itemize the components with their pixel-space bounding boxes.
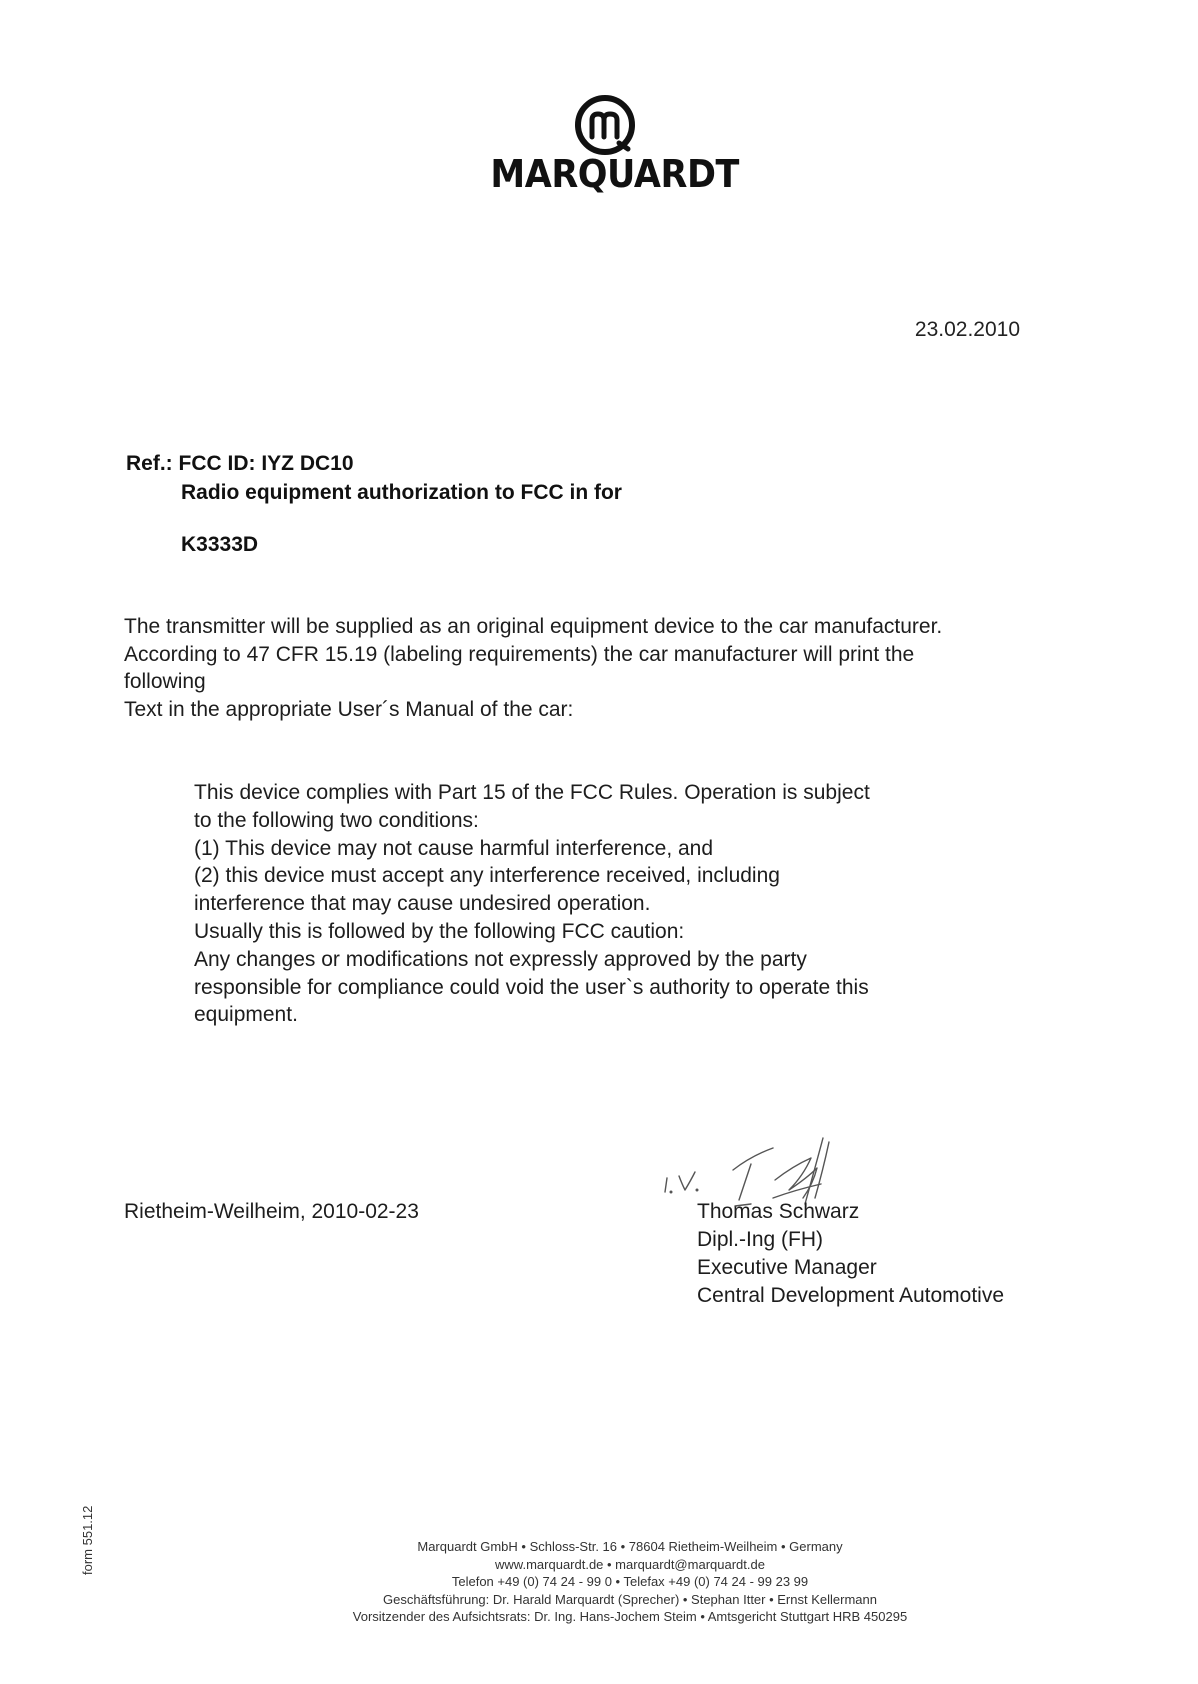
place-and-date: Rietheim-Weilheim, 2010-02-23 [124,1200,419,1223]
statement-line: (1) This device may not cause harmful interference, and [194,836,714,860]
body-line: Text in the appropriate User´s Manual of the car: [124,697,574,721]
form-number: form 551.12 [80,1505,95,1575]
company-footer [200,1538,1060,1626]
statement-line: This device complies with Part 15 of the FCC Rules. Operation is subject [194,781,870,804]
footer-web: www.marquardt.de • marquardt@marquardt.de [495,1556,765,1572]
statement-line: to the following two conditions: [194,808,479,832]
statement-line: equipment. [194,1003,298,1027]
footer-management: Geschäftsführung: Dr. Harald Marquardt (Sprecher) • Stephan Itter • Ernst Kellermann [383,1591,877,1607]
fcc-statement [194,779,1034,1029]
signer-degree: Dipl.-Ing (FH) [697,1228,824,1251]
body-line: The transmitter will be supplied as an original equipment device to the car manufacturer. [124,615,943,638]
reference-block [126,449,622,507]
reference-subject: Radio equipment authorization to FCC in for [181,481,622,504]
body-paragraph [124,613,1084,723]
company-wordmark: MARQUARDT [490,152,739,196]
signer-department: Central Development Automotive [697,1284,1004,1307]
statement-line: (2) this device must accept any interference received, including [194,864,780,888]
statement-line: responsible for compliance could void the user`s authority to operate this [194,975,869,999]
signer-name: Thomas Schwarz [697,1200,860,1223]
footer-phone: Telefon +49 (0) 74 24 - 99 0 • Telefax +49 (0) 74 24 - 99 23 99 [451,1574,809,1589]
footer-address: Marquardt GmbH • Schloss-Str. 16 • 78604 Rietheim-Weilheim • Germany [417,1539,843,1554]
statement-line: Any changes or modifications not expressly approved by the party [194,947,807,971]
marquardt-logo-icon [573,93,637,157]
reference-fcc-id: Ref.: FCC ID: IYZ DC10 [126,452,354,475]
signer-title: Executive Manager [697,1256,877,1279]
footer-board: Vorsitzender des Aufsichtsrats: Dr. Ing. Hans-Jochem Steim • Amtsgericht Stuttgart HRB 450295 [352,1609,908,1624]
statement-line: Usually this is followed by the following FCC caution: [194,919,685,943]
letter-date: 23.02.2010 [914,318,1020,341]
body-line: following [124,670,206,693]
statement-line: interference that may cause undesired operation. [194,892,651,916]
reference-model: K3333D [181,533,259,556]
signer-block [697,1198,1004,1310]
body-line: According to 47 CFR 15.19 (labeling requirements) the car manufacturer will print the [124,642,915,666]
